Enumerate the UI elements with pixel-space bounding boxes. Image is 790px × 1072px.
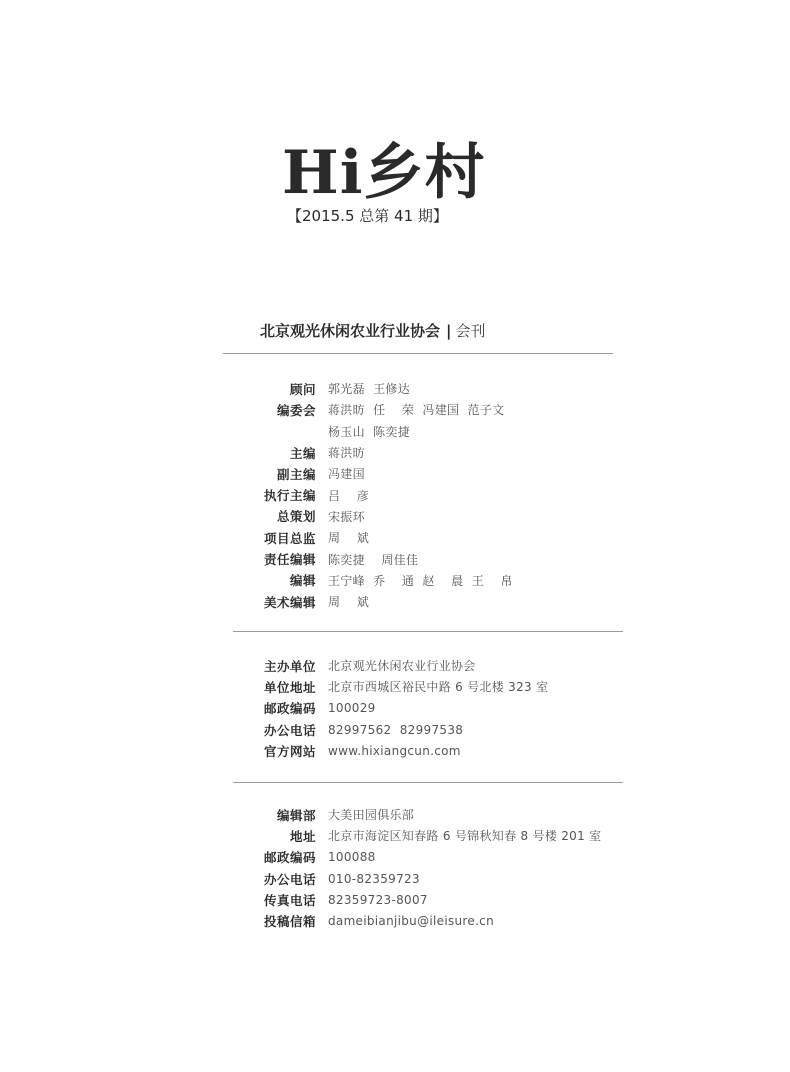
staff-value: 吕 彦 [328, 488, 370, 503]
editorial-value: 100088 [328, 850, 376, 865]
editorial-row [0, 889, 601, 910]
editorial-label: 邮政编码 [263, 850, 316, 866]
publisher-row [0, 676, 548, 697]
staff-value: 周 斌 [328, 531, 370, 546]
editorial-value: 大美田园俱乐部 [328, 808, 415, 823]
staff-label: 执行主编 [263, 488, 316, 504]
editorial-section [0, 804, 601, 932]
staff-label: 编委会 [276, 402, 316, 418]
publisher-row [0, 740, 548, 761]
staff-row [0, 442, 513, 463]
issue-label: 【2015.5 总第 41 期】 [287, 207, 448, 225]
editorial-value: 82359723-8007 [328, 892, 428, 907]
staff-label: 顾问 [289, 381, 316, 397]
staff-value: 郭光磊 王修达 [328, 382, 411, 397]
publisher-label: 官方网站 [263, 743, 316, 759]
editorial-value: 010-82359723 [328, 871, 420, 886]
staff-row [0, 421, 513, 442]
staff-section [0, 378, 513, 612]
divider-top [223, 353, 613, 354]
staff-row [0, 484, 513, 505]
publisher-label: 主办单位 [263, 658, 316, 674]
publisher-value: www.hixiangcun.com [328, 743, 461, 758]
publisher-label: 邮政编码 [263, 701, 316, 717]
staff-label: 副主编 [276, 466, 316, 482]
staff-row [0, 506, 513, 527]
staff-value: 陈奕捷 周佳佳 [328, 552, 419, 567]
staff-row [0, 570, 513, 591]
publisher-label: 办公电话 [263, 722, 316, 738]
staff-row [0, 548, 513, 569]
staff-label: 主编 [289, 445, 316, 461]
organization-separator: | [446, 322, 452, 340]
organization-suffix: 会刊 [455, 322, 486, 340]
editorial-label: 地址 [289, 828, 316, 844]
staff-value: 杨玉山 陈奕捷 [328, 424, 411, 439]
editorial-row [0, 868, 601, 889]
publisher-label: 单位地址 [263, 679, 316, 695]
publisher-value: 北京市西城区裕民中路 6 号北楼 323 室 [328, 680, 549, 695]
staff-row [0, 591, 513, 612]
publisher-value: 北京观光休闲农业行业协会 [328, 659, 476, 674]
staff-value: 周 斌 [328, 595, 370, 610]
staff-row [0, 527, 513, 548]
publisher-row [0, 698, 548, 719]
staff-label: 编辑 [289, 573, 316, 589]
editorial-value: 北京市海淀区知春路 6 号锦秋知春 8 号楼 201 室 [328, 829, 602, 844]
staff-value: 蒋洪昉 [328, 446, 365, 461]
staff-value: 王宁峰 乔 通 赵 晨 王 帛 [328, 573, 513, 588]
staff-row [0, 463, 513, 484]
staff-value: 冯建国 [328, 467, 365, 482]
staff-value: 宋振环 [328, 509, 365, 524]
editorial-row [0, 910, 601, 931]
staff-label: 责任编辑 [263, 552, 316, 568]
organization-name: 北京观光休闲农业行业协会 [260, 322, 441, 340]
divider-middle [233, 631, 623, 632]
organization-header [260, 320, 486, 342]
staff-label: 项目总监 [263, 530, 316, 546]
editorial-label: 办公电话 [263, 871, 316, 887]
publisher-value: 82997562 82997538 [328, 722, 464, 737]
staff-value: 蒋洪昉 任 荣 冯建国 范子文 [328, 403, 505, 418]
editorial-label: 投稿信箱 [263, 914, 316, 930]
publisher-section [0, 655, 548, 761]
staff-row [0, 399, 513, 420]
staff-label: 美术编辑 [263, 594, 316, 610]
publisher-row [0, 719, 548, 740]
editorial-value: dameibianjibu@ileisure.cn [328, 914, 494, 929]
editorial-label: 传真电话 [263, 892, 316, 908]
editorial-row [0, 804, 601, 825]
staff-label: 总策划 [276, 509, 316, 525]
magazine-title: Hi乡村 [282, 138, 486, 208]
editorial-row [0, 825, 601, 846]
divider-bottom [233, 782, 623, 783]
publisher-row [0, 655, 548, 676]
publisher-value: 100029 [328, 701, 376, 716]
staff-row [0, 378, 513, 399]
editorial-row [0, 847, 601, 868]
editorial-label: 编辑部 [276, 807, 316, 823]
